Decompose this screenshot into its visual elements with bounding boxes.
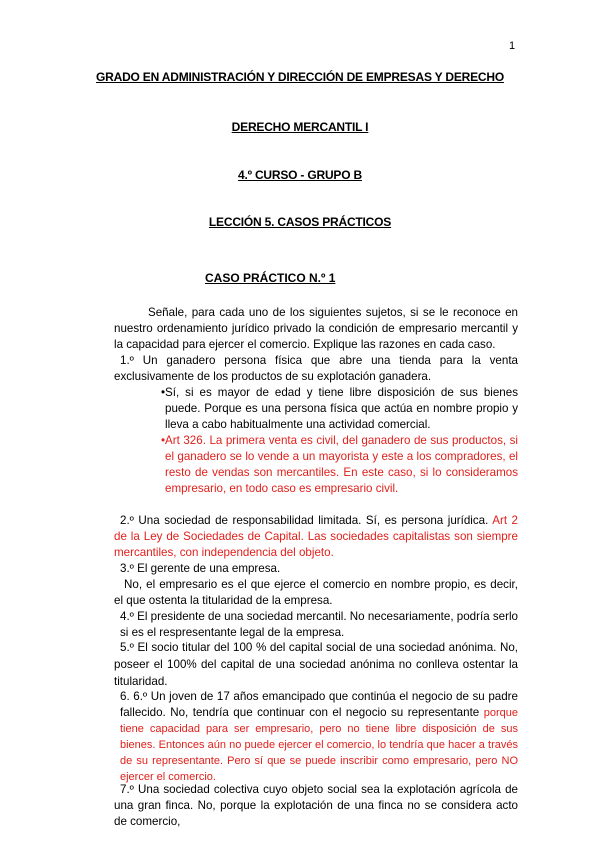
item-4-text: 4.º El presidente de una sociedad mercantil. No necesariamente, podría serlo si es el respresentante legal de la empresa. — [120, 610, 519, 639]
subject-heading: DERECHO MERCANTIL I — [231, 120, 369, 134]
item-1-text: 1.º Un ganadero persona física que abre una tienda para la venta exclusivamente de los productos de su explotación ganadera. — [114, 354, 518, 383]
lesson-heading: LECCIÓN 5. CASOS PRÁCTICOS — [208, 215, 392, 229]
item-6 — [114, 689, 518, 785]
item-7 — [114, 782, 518, 830]
item-6-red-note: porque tiene capacidad para ser empresario, pero no tiene libre disposición de sus bienes. Entonces aún no puede ejercer el comercio, lo tendría que hacer a través de su representante. Pero sí que se puede inscribir como empresario, pero NO ejercer el comercio. — [120, 707, 518, 783]
item-2 — [114, 513, 518, 561]
item-4 — [114, 609, 518, 641]
bullet-item — [114, 385, 518, 433]
item-2-text: 2.º Una sociedad de responsabilidad limitada. Sí, es persona jurídica. — [120, 514, 489, 527]
item-1 — [114, 353, 518, 385]
intro-block — [114, 305, 518, 353]
item-6-text: 6. 6.º Un joven de 17 años emancipado que continúa el negocio de su padre fallecido. No, tendría que continuar con el negocio su representante — [120, 690, 518, 719]
bullet-text: Sí, si es mayor de edad y tiene libre disposición de sus bienes puede. Porque es una persona física que actúa en nombre propio y lleva a cabo habitualmente una actividad comercial. — [165, 386, 518, 431]
bullet-icon: • — [161, 434, 166, 447]
bullet-item — [114, 433, 518, 497]
item-3-text: 3.º El gerente de una empresa. — [120, 562, 281, 575]
item-3-answer: No, el empresario es el que ejerce el comercio en nombre propio, es decir, el que ostenta la titularidad de la empresa. — [114, 578, 518, 607]
item-1-bullets — [114, 385, 518, 497]
page-number: 1 — [509, 40, 516, 52]
item-5-text: 5.º El socio titular del 100 % del capital social de una sociedad anónima. No, poseer el 100% del capital de una sociedad anónima no conlleva ostentar la titularidad. — [114, 641, 518, 688]
item-3 — [114, 561, 518, 609]
course-heading: 4.º CURSO - GRUPO B — [238, 168, 362, 182]
item-5 — [114, 639, 518, 690]
item-2-red-note: Art 2 de la Ley de Sociedades de Capital. Las sociedades capitalistas son siempre mercantiles, con independencia del objeto. — [114, 514, 519, 559]
case-title: CASO PRÁCTICO N.º 1 — [205, 271, 336, 285]
bullet-icon: • — [161, 386, 166, 399]
intro-paragraph: Señale, para cada uno de los siguientes sujetos, si se le reconoce en nuestro ordenamiento jurídico privado la condición de empresario mercantil y la capacidad para ejercer el comercio. Explique las razones en cada caso. — [114, 306, 518, 351]
item-7-text: 7.º Una sociedad colectiva cuyo objeto social sea la explotación agrícola de una gran finca. No, porque la explotación de una finca no se considera acto de comercio, — [114, 783, 518, 828]
degree-heading: GRADO EN ADMINISTRACIÓN Y DIRECCIÓN DE EMPRESAS Y DERECHO — [96, 70, 504, 84]
bullet-text: Art 326. La primera venta es civil, del ganadero de sus productos, si el ganadero se lo vende a un mayorista y este a los compradores, el resto de vendas son mercantiles. En este caso, si lo consideramos empresario, en todo caso es empresario civil. — [165, 434, 518, 495]
